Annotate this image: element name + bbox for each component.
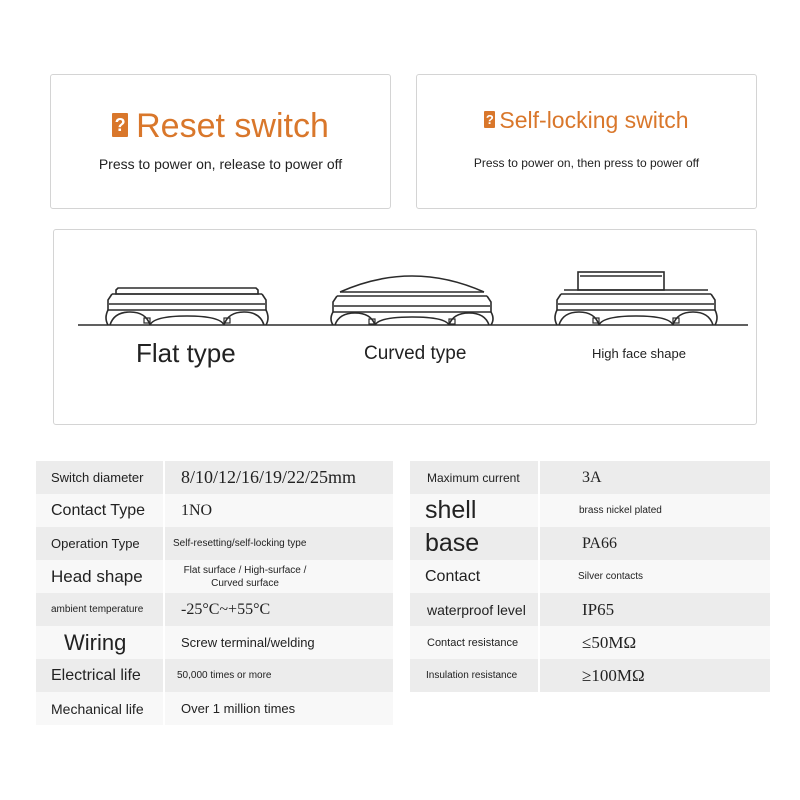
self-locking-subtitle: Press to power on, then press to power off [473, 156, 700, 170]
spec-value: ≤50MΩ [539, 626, 770, 659]
spec-value: Screw terminal/welding [164, 626, 393, 659]
table-row [36, 659, 393, 692]
spec-label: Mechanical life [36, 692, 164, 725]
unknown-glyph-icon: ? [112, 113, 128, 137]
table-row [36, 527, 393, 560]
spec-label: ambient temperature [36, 593, 164, 626]
head-type-illustration [54, 230, 758, 426]
table-row [410, 626, 770, 659]
table-row [36, 593, 393, 626]
right-spec-table [410, 461, 770, 692]
spec-label: Contact [410, 560, 539, 593]
spec-value: Over 1 million times [164, 692, 393, 725]
spec-label: Maximum current [410, 461, 539, 494]
high-face-button-drawing [555, 272, 717, 325]
spec-value: brass nickel plated [539, 494, 770, 527]
table-row [36, 461, 393, 494]
spec-value: -25°C~+55°C [164, 593, 393, 626]
spec-value: Silver contacts [539, 560, 770, 593]
table-row [410, 593, 770, 626]
spec-value: 50,000 times or more [164, 659, 393, 692]
spec-label: Contact Type [36, 494, 164, 527]
spec-value: Flat surface / High-surface / Curved surface [164, 560, 393, 593]
curved-type-button-drawing [331, 276, 493, 325]
spec-value: Self-resetting/self-locking type [164, 527, 393, 560]
spec-value: PA66 [539, 527, 770, 560]
table-row [36, 494, 393, 527]
spec-label: Electrical life [36, 659, 164, 692]
spec-label: Switch diameter [36, 461, 164, 494]
reset-switch-title-row [51, 107, 390, 146]
table-row [36, 560, 393, 593]
spec-label: base [410, 527, 539, 560]
spec-label: shell [410, 494, 539, 527]
spec-label: Head shape [36, 560, 164, 593]
table-row [410, 461, 770, 494]
flat-type-button-drawing [106, 288, 268, 325]
self-locking-title-row [417, 107, 756, 134]
table-row [410, 560, 770, 593]
spec-label: waterproof level [410, 593, 539, 626]
head-type-card [53, 229, 757, 425]
spec-value: IP65 [539, 593, 770, 626]
high-face-shape-label: High face shape [592, 346, 686, 361]
reset-switch-subtitle: Press to power on, release to power off [98, 156, 343, 172]
table-row [410, 527, 770, 560]
table-row [410, 659, 770, 692]
unknown-glyph-icon: ? [485, 112, 494, 128]
flat-type-label: Flat type [136, 338, 236, 368]
reset-switch-title: Reset switch [136, 107, 329, 145]
table-row [36, 626, 393, 659]
spec-value: 3A [539, 461, 770, 494]
table-row [410, 494, 770, 527]
spec-value: 1NO [164, 494, 393, 527]
left-spec-table [36, 461, 393, 725]
spec-value: ≥100MΩ [539, 659, 770, 692]
self-locking-title: Self-locking switch [499, 107, 689, 133]
spec-label: Insulation resistance [410, 659, 539, 692]
self-locking-switch-card [416, 74, 757, 209]
spec-label: Wiring [36, 626, 164, 659]
spec-label: Operation Type [36, 527, 164, 560]
table-row [36, 692, 393, 725]
reset-switch-card [50, 74, 391, 209]
curved-type-label: Curved type [364, 343, 467, 364]
spec-value: 8/10/12/16/19/22/25mm [164, 461, 393, 494]
spec-label: Contact resistance [410, 626, 539, 659]
